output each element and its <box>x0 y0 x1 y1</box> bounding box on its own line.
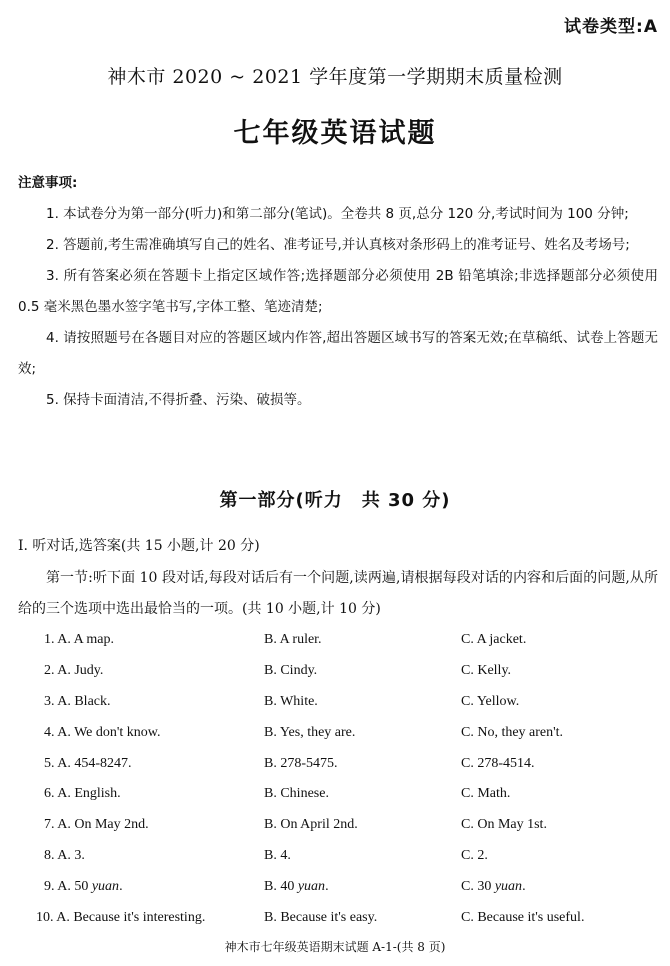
option-a: 1. A. A map. <box>44 632 115 647</box>
option-c: C. On May 1st. <box>461 817 547 833</box>
option-b: B. On April 2nd. <box>264 817 358 833</box>
option-c: C. 278-4514. <box>461 755 535 771</box>
question-list <box>36 625 654 934</box>
exam-title: 神木市 2020 ~ 2021 学年度第一学期期末质量检测 <box>107 66 563 88</box>
question-row <box>44 841 654 872</box>
option-a: 2. A. Judy. <box>44 662 104 678</box>
option-b: B. 4. <box>264 848 291 864</box>
option-b: B. A ruler. <box>264 632 322 647</box>
option-c: C. No, they aren't. <box>461 724 564 740</box>
notice-item: 3. 所有答案必须在答题卡上指定区域作答;选择题部分必须使用 2B 铅笔填涂;非选择题部分必须使用 0.5 毫米黑色墨水签字笔书写,字体工整、笔迹清楚; <box>18 268 658 315</box>
notice-item: 4. 请按照题号在各题目对应的答题区域内作答,超出答题区域书写的答案无效;在草稿纸、试卷上答题无效; <box>18 330 658 377</box>
option-a: 9. A. 50 yuan. <box>44 879 123 895</box>
option-c: C. 2. <box>461 848 488 864</box>
question-row <box>44 625 654 656</box>
paper-title: 七年级英语试题 <box>233 118 437 149</box>
option-b: B. 40 yuan. <box>264 879 329 895</box>
question-row <box>44 872 654 903</box>
option-b: B. Cindy. <box>264 662 318 678</box>
option-b: B. White. <box>264 693 318 709</box>
option-c: C. A jacket. <box>461 632 527 647</box>
option-c: C. Math. <box>461 786 511 802</box>
option-a: 3. A. Black. <box>44 693 111 709</box>
question-row <box>44 718 654 749</box>
option-b: B. Chinese. <box>264 786 329 802</box>
option-a: 5. A. 454-8247. <box>44 755 132 771</box>
question-row <box>36 903 654 934</box>
option-b: B. Because it's easy. <box>264 910 378 926</box>
notice-item: 5. 保持卡面清洁,不得折叠、污染、破损等。 <box>46 392 311 408</box>
notice-item: 2. 答题前,考生需准确填写自己的姓名、准考证号,并认真核对条形码上的准考证号、姓名及考场号; <box>46 237 630 253</box>
question-row <box>44 687 654 718</box>
option-a: 10. A. Because it's interesting. <box>36 910 206 926</box>
option-c: C. Yellow. <box>461 693 520 709</box>
option-c: C. Because it's useful. <box>461 910 585 926</box>
question-row <box>44 656 654 687</box>
question-row <box>44 810 654 841</box>
notice-section <box>18 168 658 416</box>
question-row <box>44 779 654 810</box>
page-footer: 神木市七年级英语期末试题 A-1-(共 8 页) <box>224 940 446 954</box>
option-c: C. Kelly. <box>461 662 512 678</box>
option-b: B. 278-5475. <box>264 755 338 771</box>
part-title: 第一部分(听力 共 30 分) <box>219 490 451 511</box>
question-row <box>44 749 654 780</box>
currency-word: yuan <box>297 879 326 895</box>
section-heading: Ⅰ. 听对话,选答案(共 15 小题,计 20 分) <box>18 538 260 554</box>
notice-heading: 注意事项: <box>18 175 78 191</box>
currency-word: yuan <box>91 879 120 895</box>
paper-type-label: 试卷类型:A <box>564 17 658 37</box>
notice-item: 1. 本试卷分为第一部分(听力)和第二部分(笔试)。全卷共 8 页,总分 120 分,考试时间为 100 分钟; <box>46 206 629 222</box>
option-b: B. Yes, they are. <box>264 724 356 740</box>
option-a: 4. A. We don't know. <box>44 724 161 740</box>
option-a: 7. A. On May 2nd. <box>44 817 149 833</box>
section-intro: 第一节:听下面 10 段对话,每段对话后有一个问题,读两遍,请根据每段对话的内容和后面的问题,从所给的三个选项中选出最恰当的一项。(共 10 小题,计 10 分) <box>18 570 658 617</box>
option-a: 6. A. English. <box>44 786 121 802</box>
option-a: 8. A. 3. <box>44 848 85 864</box>
option-c: C. 30 yuan. <box>461 879 526 895</box>
currency-word: yuan <box>494 879 523 895</box>
